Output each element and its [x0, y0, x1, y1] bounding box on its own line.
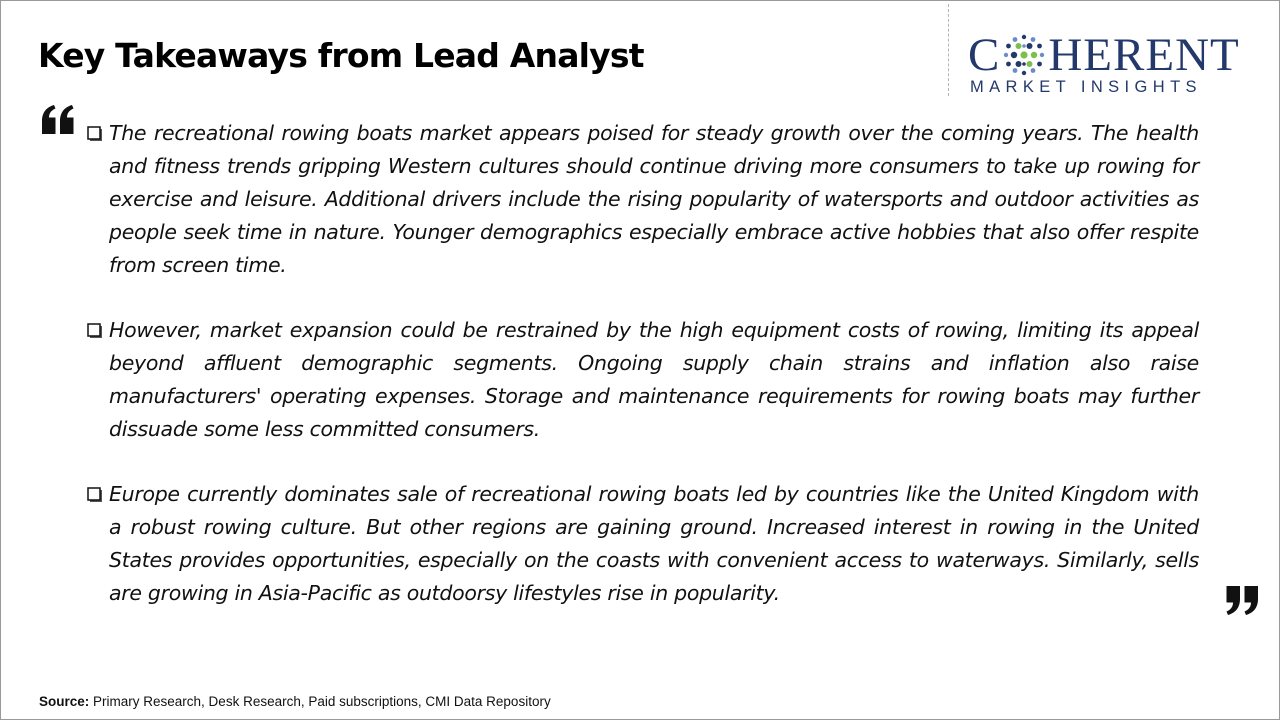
takeaway-text: However, market expansion could be restrained by the high equipment costs of rowing, limiting its appeal beyond affluent demographic segments. Ongoing supply chain strains and inflation also raise manufacturers' operating expenses. Storage and maintenance requirements for rowing boats may further dissuade some less committed consumers.	[109, 318, 1199, 441]
close-quote-icon	[1225, 584, 1259, 616]
takeaway-item	[85, 314, 1199, 446]
page-title: Key Takeaways from Lead Analyst	[38, 36, 644, 75]
source-label: Source:	[39, 694, 90, 709]
logo-tagline: MARKET INSIGHTS	[970, 78, 1202, 96]
logo-letters-rest: HERENT	[1048, 29, 1240, 81]
takeaways-list	[85, 117, 1199, 610]
logo-divider	[948, 4, 949, 96]
source-text: Primary Research, Desk Research, Paid subscriptions, CMI Data Repository	[93, 694, 551, 709]
logo-wordmark	[968, 30, 1260, 80]
open-quote-icon	[40, 104, 76, 136]
checkbox-bullet-icon	[87, 323, 103, 339]
source-note	[39, 694, 551, 709]
checkbox-bullet-icon	[87, 487, 103, 503]
logo-letter-c: C	[968, 29, 1001, 81]
checkbox-bullet-icon	[87, 126, 103, 142]
logo-orb-icon	[1002, 33, 1046, 77]
takeaway-text: The recreational rowing boats market appears poised for steady growth over the coming years. The health and fitness trends gripping Western cultures should continue driving more consumers to take up rowing for exercise and leisure. Additional drivers include the rising popularity of watersports and outdoor activities as people seek time in nature. Younger demographics especially embrace active hobbies that also offer respite from screen time.	[109, 121, 1199, 277]
takeaway-text: Europe currently dominates sale of recreational rowing boats led by countries like the United Kingdom with a robust rowing culture. But other regions are gaining ground. Increased interest in rowing in the United States provides opportunities, especially on the coasts with convenient access to waterways. Similarly, sells are growing in Asia-Pacific as outdoorsy lifestyles rise in popularity.	[109, 482, 1199, 605]
company-logo	[968, 30, 1260, 100]
takeaway-item	[85, 478, 1199, 610]
takeaway-item	[85, 117, 1199, 282]
